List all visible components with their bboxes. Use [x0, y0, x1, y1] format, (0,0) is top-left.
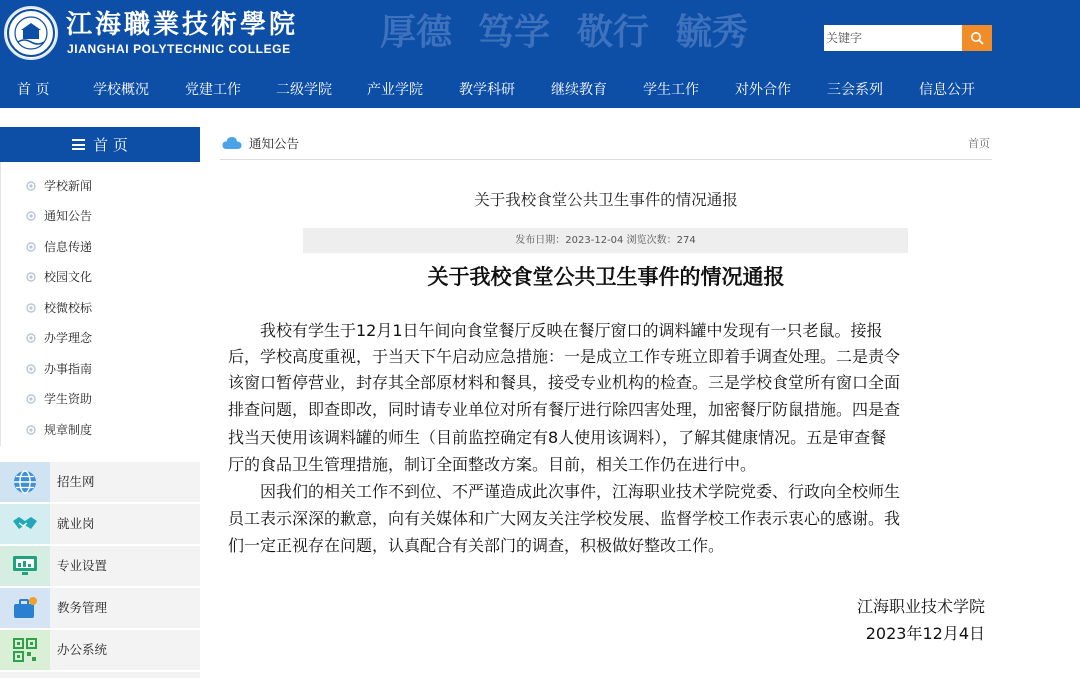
main-nav	[0, 72, 1080, 108]
article-line: 该窗口暂停营业，封存其全部原材料和餐具，接受专业机构的检查。三是学校食堂所有窗口全面	[228, 373, 901, 392]
motto-word: 厚德	[380, 11, 453, 53]
motto-word: 笃学	[478, 11, 551, 53]
article-line: 们一定正视存在问题，认真配合有关部门的调查，积极做好整改工作。	[228, 536, 725, 555]
bullet-icon	[26, 181, 36, 191]
sidebar-item-label: 校微校标	[44, 301, 93, 315]
article-line: 找当天使用该调料罐的师生（目前监控确定有8人使用该调料），了解其健康情况。五是审查餐	[228, 428, 887, 447]
article-line: 因我们的相关工作不到位、不严谨造成此次事件，江海职业技术学院党委、行政向全校师生	[228, 482, 901, 501]
sidebar-item-guide[interactable]	[1, 354, 201, 384]
globe-icon	[12, 469, 38, 495]
nav-about[interactable]: 学校概况	[93, 82, 149, 98]
motto-banner	[380, 9, 760, 55]
sidebar-title: 首 页	[93, 136, 128, 154]
quick-link-admissions[interactable]	[0, 462, 200, 502]
search-input[interactable]	[824, 25, 962, 51]
sidebar-item-rules[interactable]	[1, 415, 201, 445]
nav-students[interactable]: 学生工作	[643, 82, 699, 98]
bullet-icon	[26, 425, 36, 435]
article-line: 我校有学生于12月1日午间向食堂餐厅反映在餐厅窗口的调料罐中发现有一只老鼠。接报	[228, 321, 883, 340]
sidebar-menu	[0, 162, 200, 446]
motto-word: 毓秀	[676, 11, 749, 53]
bullet-icon	[26, 394, 36, 404]
nav-cooperation[interactable]: 对外合作	[735, 82, 791, 98]
cloud-icon	[222, 136, 242, 150]
sidebar-item-label: 校园文化	[44, 270, 93, 284]
sidebar-item-label: 规章制度	[44, 423, 93, 437]
breadcrumb-section[interactable]: 通知公告	[249, 136, 300, 151]
quick-link-next-partial	[0, 672, 200, 678]
nav-home[interactable]: 首 页	[17, 82, 50, 98]
sidebar-item-news[interactable]	[1, 171, 201, 201]
bullet-icon	[26, 211, 36, 221]
quick-link-icon-box	[0, 588, 50, 628]
article-meta: 发布日期：2023-12-04 浏览次数：274	[303, 228, 908, 253]
quick-link-label: 专业设置	[57, 558, 108, 573]
briefcase-icon	[12, 596, 38, 620]
quick-link-employment[interactable]	[0, 504, 200, 544]
sidebar-item-culture[interactable]	[1, 262, 201, 292]
article-line: 员工表示深深的歉意，向有关媒体和广大网友关注学校发展、监督学校工作表示衷心的感谢。我	[228, 509, 901, 528]
search-button[interactable]	[962, 25, 992, 51]
bullet-icon	[26, 242, 36, 252]
quick-link-majors[interactable]	[0, 546, 200, 586]
nav-series[interactable]: 三会系列	[827, 82, 883, 98]
site-header	[0, 0, 1080, 108]
handshake-icon	[11, 513, 39, 535]
quick-link-icon-box	[0, 504, 50, 544]
nav-disclosure[interactable]: 信息公开	[919, 82, 975, 98]
quick-link-icon-box	[0, 462, 50, 502]
quick-link-icon-box	[0, 546, 50, 586]
motto-word: 敬行	[577, 11, 650, 53]
nav-continuing[interactable]: 继续教育	[551, 82, 607, 98]
sidebar-item-philosophy[interactable]	[1, 323, 201, 353]
college-seal-logo[interactable]	[4, 6, 58, 60]
menu-icon	[72, 139, 85, 150]
quick-link-label: 招生网	[57, 474, 95, 489]
sidebar-item-label: 学校新闻	[44, 179, 93, 193]
article-date: 2023年12月4日	[865, 624, 985, 643]
nav-research[interactable]: 教学科研	[459, 82, 515, 98]
sidebar-item-label: 办学理念	[44, 331, 93, 345]
nav-party[interactable]: 党建工作	[185, 82, 241, 98]
bullet-icon	[26, 333, 36, 343]
nav-industry[interactable]: 产业学院	[367, 82, 423, 98]
bullet-icon	[26, 272, 36, 282]
article-headline: 关于我校食堂公共卫生事件的情况通报	[427, 264, 785, 289]
nav-schools[interactable]: 二级学院	[276, 82, 332, 98]
sidebar-item-label: 通知公告	[44, 209, 93, 223]
sidebar-home-button[interactable]	[0, 127, 200, 162]
quick-link-label: 就业岗	[57, 516, 95, 531]
bullet-icon	[26, 364, 36, 374]
bullet-icon	[26, 303, 36, 313]
quick-link-icon-box	[0, 630, 50, 670]
article-line: 排查问题，即查即改，同时请专业单位对所有餐厅进行除四害处理，加密餐厅防鼠措施。四是查	[228, 400, 901, 419]
sidebar-item-emblem[interactable]	[1, 293, 201, 323]
article-signature: 江海职业技术学院	[856, 597, 985, 616]
article-title: 关于我校食堂公共卫生事件的情况通报	[474, 191, 738, 209]
search-icon	[970, 31, 984, 45]
sidebar-item-notices[interactable]	[1, 201, 201, 231]
sidebar-item-aid[interactable]	[1, 384, 201, 414]
sidebar-item-info[interactable]	[1, 232, 201, 262]
breadcrumb-home-link[interactable]: 首页	[968, 137, 990, 150]
quick-link-label: 教务管理	[57, 600, 108, 615]
quick-link-label: 办公系统	[57, 642, 108, 657]
breadcrumb	[220, 127, 992, 160]
college-name-en: JIANGHAI POLYTECHNIC COLLEGE	[67, 42, 291, 56]
sidebar-item-label: 信息传递	[44, 240, 93, 254]
qr-grid-icon	[13, 638, 37, 662]
article-line: 后，学校高度重视，于当天下午启动应急措施：一是成立工作专班立即着手调查处理。二是责令	[228, 347, 901, 366]
sidebar-item-label: 学生资助	[44, 392, 93, 406]
college-name-cn: 江海職業技術學院	[66, 10, 299, 40]
article-line: 厅的食品卫生管理措施，制订全面整改方案。目前，相关工作仍在进行中。	[228, 455, 757, 474]
quick-link-academic[interactable]	[0, 588, 200, 628]
quick-link-office[interactable]	[0, 630, 200, 670]
monitor-icon	[12, 555, 38, 577]
sidebar-item-label: 办事指南	[44, 362, 93, 376]
